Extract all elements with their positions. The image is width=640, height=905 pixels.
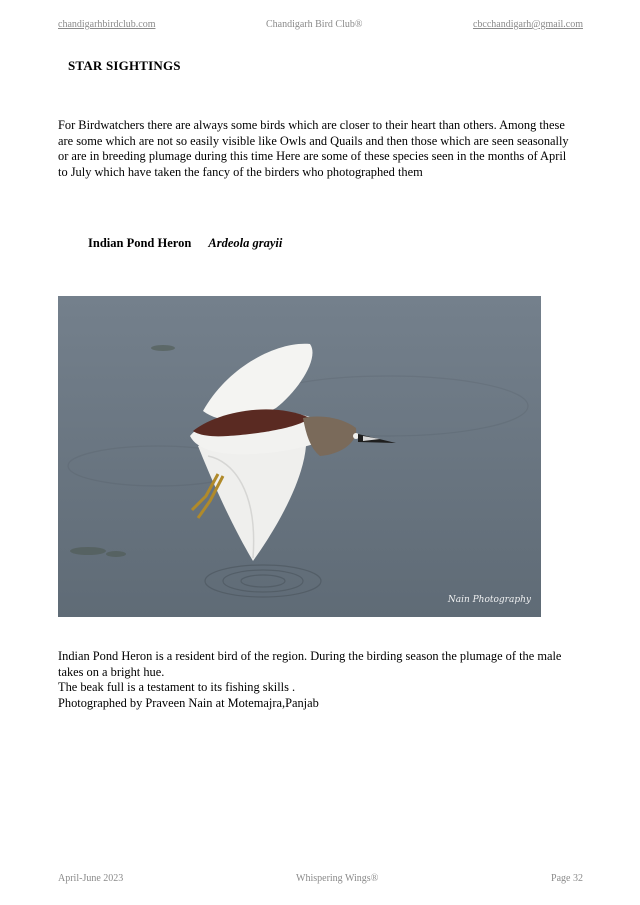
intro-paragraph: For Birdwatchers there are always some birds which are closer to their heart than others. Among these are some which are not so easily visible like Owls and Quails and then those which are seen seasonally or are in breeding plumage during this time Here are some of these species seen in the months of April to July which have taken the fancy of the birders who photographed them	[58, 118, 569, 179]
issue-date: April-June 2023	[58, 873, 124, 884]
heron-photo	[58, 296, 541, 617]
email-link[interactable]: cbcchandigarh@gmail.com	[472, 19, 583, 30]
caption-line: Indian Pond Heron is a resident bird of the region. During the birding season the plumage of the male takes on a bright hue.	[58, 649, 562, 679]
section-title: STAR SIGHTINGS	[68, 58, 181, 73]
species-heading	[88, 236, 282, 251]
species-common-name: Indian Pond Heron	[88, 236, 192, 250]
club-name: Chandigarh Bird Club®	[265, 19, 363, 30]
caption-line: The beak full is a testament to its fishing skills .	[58, 680, 296, 694]
publication-name: Whispering Wings®	[296, 873, 379, 884]
photo-credit: Photographed by Praveen Nain at Motemajra,Panjab	[58, 695, 319, 710]
page-footer	[58, 873, 583, 884]
page-number: Page 32	[551, 873, 583, 884]
photo-caption	[58, 649, 578, 711]
page-header	[58, 19, 583, 30]
website-link[interactable]: chandigarhbirdclub.com	[58, 19, 156, 30]
heron-illustration	[58, 296, 541, 617]
photo-watermark: Nain Photography	[447, 595, 531, 605]
species-scientific-name: Ardeola grayii	[208, 236, 283, 250]
